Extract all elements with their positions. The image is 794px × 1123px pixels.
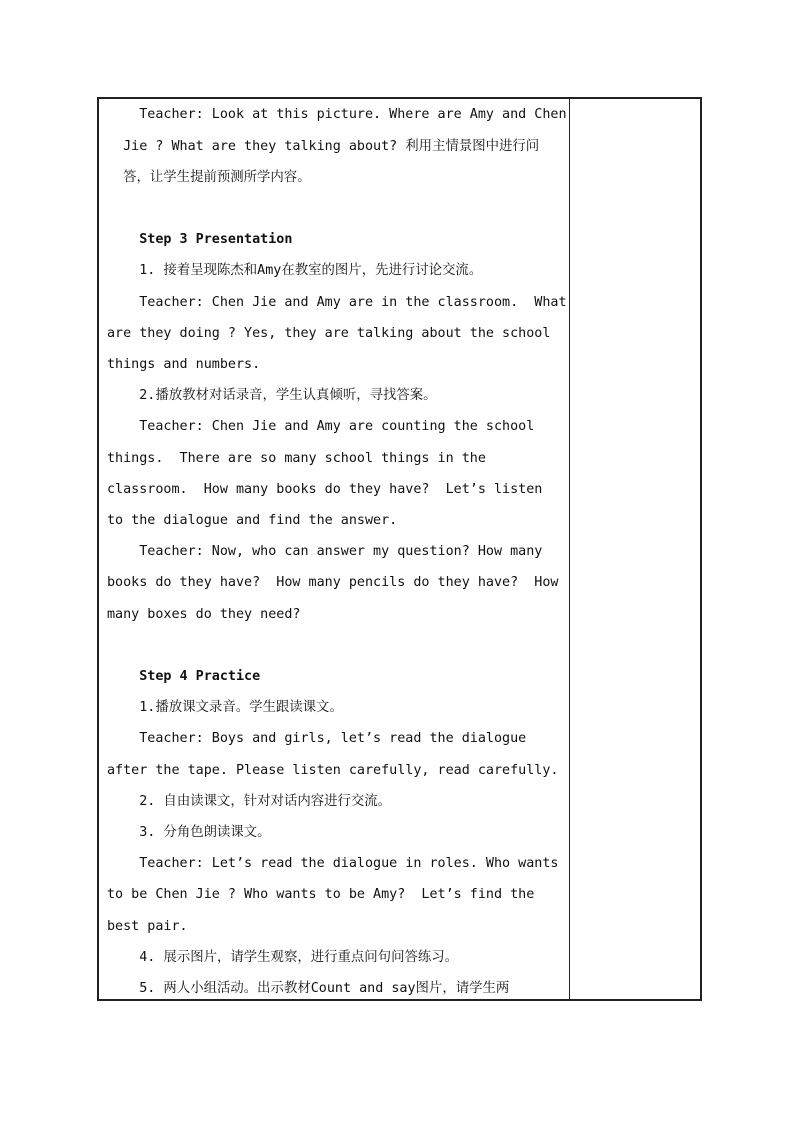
text-line: 3. 分角色朗读课文。 [107,825,271,840]
lesson-plan-table [97,97,702,1001]
text-line: 1. 接着呈现陈杰和Amy在教室的图片，先进行讨论交流。 [107,263,483,278]
notes-cell [570,99,700,999]
text-line: Teacher: Chen Jie and Amy are in the classroom. What [107,295,567,310]
text-line: Teacher: Chen Jie and Amy are counting the school [107,419,535,434]
text-line: 1.播放课文录音。学生跟读课文。 [107,700,343,715]
text-line: books do they have? How many pencils do they have? How [107,575,559,590]
text-line: things. There are so many school things in the [107,451,486,466]
text-line: Teacher: Boys and girls, let’s read the dialogue [107,731,527,746]
text-line: Teacher: Let’s read the dialogue in roles. Who wants [107,856,559,871]
text-line: 2. 自由读课文，针对对话内容进行交流。 [107,794,392,809]
text-line: to the dialogue and find the answer. [107,513,398,528]
text-line: Teacher: Look at this picture. Where are Amy and Chen [107,107,567,122]
text-line: are they doing ? Yes, they are talking about the school [107,326,551,341]
text-line: best pair. [107,919,188,934]
text-line: Teacher: Now, who can answer my question? How many [107,544,543,559]
text-line: after the tape. Please listen carefully, read carefully. [107,763,559,778]
text-line: 5. 两人小组活动。出示教材Count and say图片，请学生两 [107,981,510,996]
text-line: to be Chen Jie ? Who wants to be Amy? Let’s find the [107,887,535,902]
step-heading: Step 4 Practice [107,669,261,684]
text-line: classroom. How many books do they have? Let’s listen [107,482,543,497]
text-line: 4. 展示图片，请学生观察，进行重点问句问答练习。 [107,950,459,965]
step-heading: Step 3 Presentation [107,232,293,247]
text-line: 答，让学生提前预测所学内容。 [107,170,311,185]
text-line: things and numbers. [107,357,261,372]
lesson-content-cell [99,99,570,999]
text-line: 2.播放教材对话录音，学生认真倾听，寻找答案。 [107,388,437,403]
text-line: many boxes do they need? [107,607,301,622]
text-line: Jie ? What are they talking about? 利用主情景图中进行问 [107,139,540,154]
